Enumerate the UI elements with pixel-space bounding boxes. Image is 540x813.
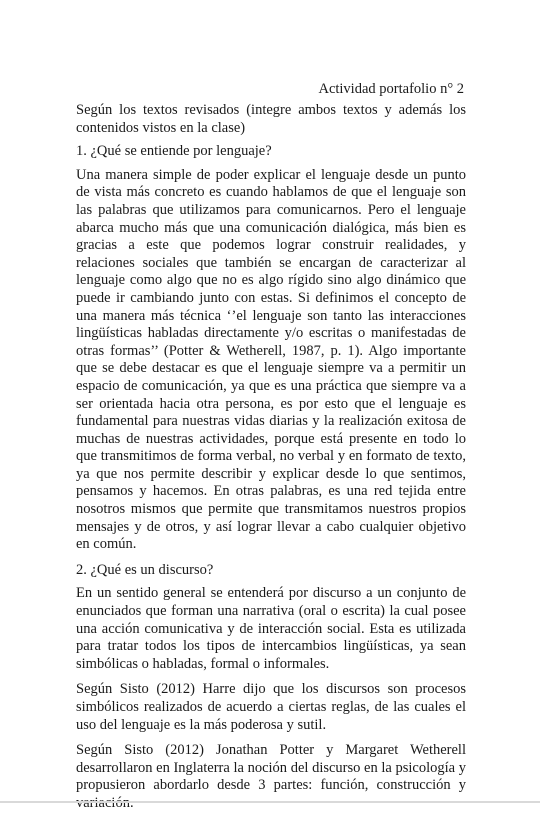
answer-2-paragraph-1: En un sentido general se entenderá por discurso a un conjunto de enunciados que forman una narrativa (oral o escrita) la cual posee una acción comunicativa y de interacción social. Esta es utilizada para tratar todos los tipos de intercambios lingüísticas, ya sean simbólicas o habladas, formal o informales. [76, 585, 466, 672]
intro-paragraph: Según los textos revisados (integre ambos textos y además los contenidos vistos en la clase) [76, 102, 466, 136]
question-2: 2. ¿Qué es un discurso? [76, 561, 214, 578]
question-1: 1. ¿Qué se entiende por lenguaje? [76, 143, 272, 160]
document-title: Actividad portafolio n° 2 [318, 81, 464, 97]
answer-2-paragraph-2: Según Sisto (2012) Harre dijo que los discursos son procesos simbólicos realizados de acuerdo a ciertas reglas, de las cuales el uso del lenguaje es la más poderosa y sutil. [76, 681, 466, 733]
answer-2-paragraph-3: Según Sisto (2012) Jonathan Potter y Margaret Wetherell desarrollaron en Inglaterra la noción del discurso en la psicología y propusieron abordarlo desde 3 partes: función, construcción y [76, 742, 466, 794]
answer-1-paragraph: Una manera simple de poder explicar el lenguaje desde un punto de vista más concreto es cuando hablamos de que el lenguaje son las palabras que utilizamos para comunicarnos. Pero el lenguaje abarca mucho más que una comunicación dialógica, más bien es gracias a este que podemos lograr construir realidades, y relaciones sociales que también se encargan de caracterizar al lenguaje como algo que no es algo rígido sino algo dinámico que puede ir cambiando junto con estas. Si definimos el concepto de una manera más técnica ‘’el lenguaje son tanto las interacciones lingüísticas habladas directamente y/o escritas o manifestadas de otras formas’’ (Potter & Wetherell, 1987, p. 1). Algo importante que se debe destacar es que el lenguaje siempre va a permitir un espacio de comunicación, ya que es una práctica que siempre va a ser orientada hacia otra persona, es por esto que el lenguaje es fundamental para nuestras vidas diarias y la realización exitosa de muchas de nuestras actividades, porque está presente en todo lo que transmitimos de forma verbal, no verbal y en formato de texto, ya que nos permite describir y explicar desde lo que sentimos, pensamos y hacemos. En otras palabras, es una red tejida entre nosotros mismos que permite que transmitamos nuestros propios mensajes y de otros, y así lograr llevar a cabo cualquier objetivo en común. [76, 166, 466, 553]
